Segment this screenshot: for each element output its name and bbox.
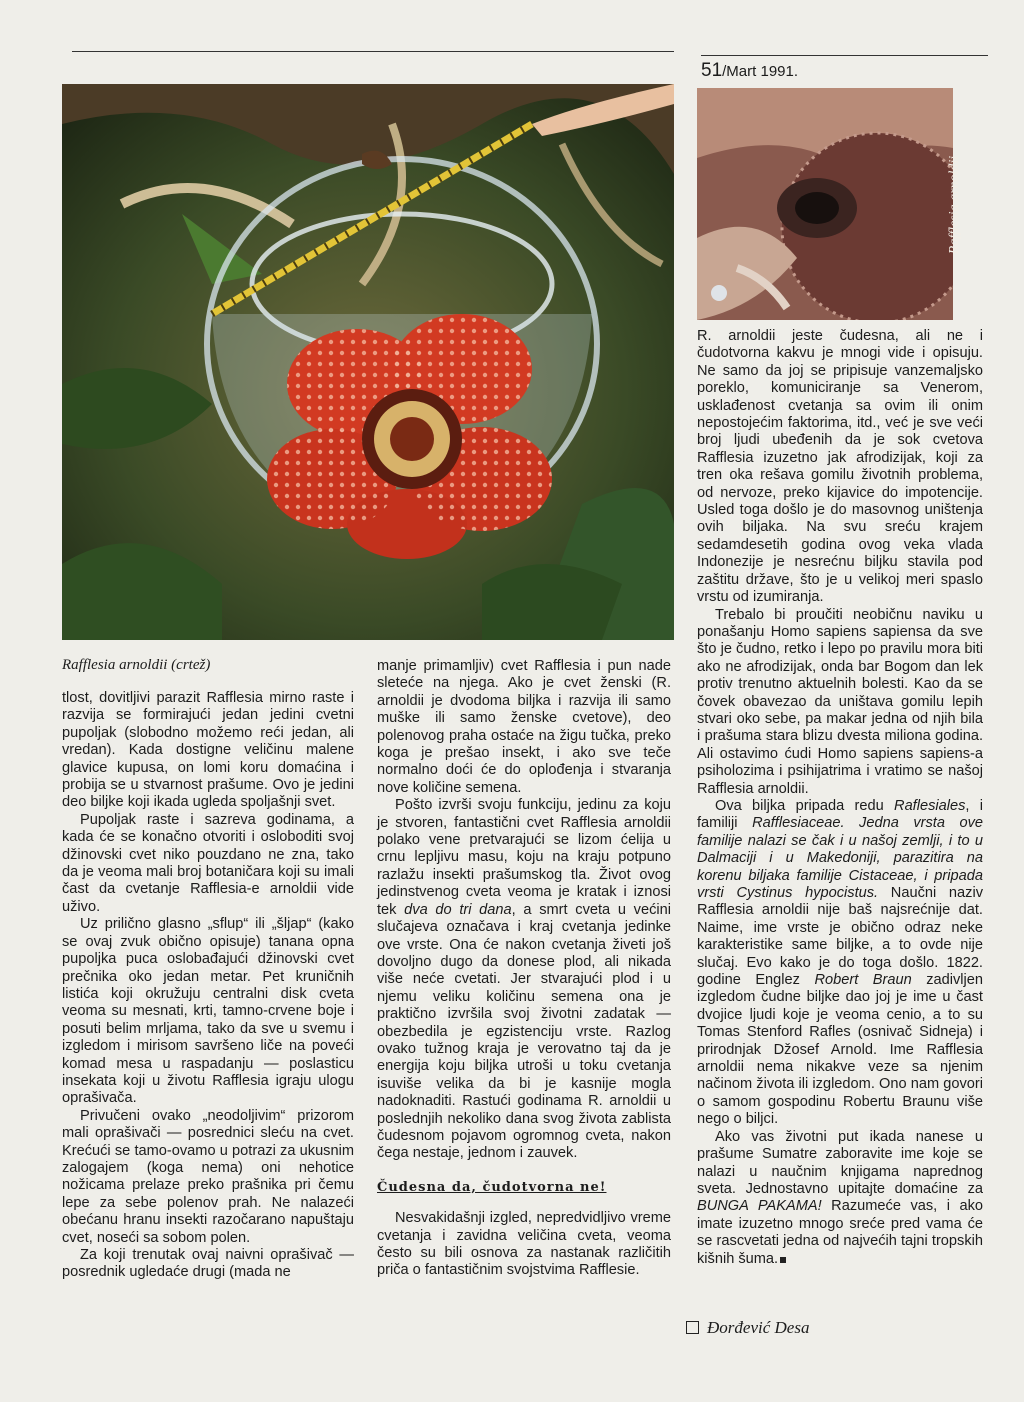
- col1-paragraph-2: Pupoljak raste i sazreva godinama, a kada će se konačno otvoriti i osloboditi svoj džinovski cvet niko pouzdano ne zna, tako da je veoma mali broj botaničara koji su imali čast da cvetanje Rafflesia-e arnoldii vide uživo.: [62, 811, 354, 915]
- main-illustration-caption: Rafflesia arnoldii (crtež): [62, 657, 211, 673]
- byline-box-icon: [686, 1321, 699, 1334]
- col2-paragraph-3: Nesvakidašnji izgled, nepredvidljivo vreme cvetanja i zavidna veličina cveta, veoma često su bili osnova za nastanak različitih priča o fantastičnim svojstvima Rafflesie.: [377, 1210, 671, 1279]
- col3-p3-text-d: zadivljen izgledom čudne biljke dao joj je ime u čast dvojice ljudi koje je veoma cenio, a to su Tomas Stenford Rafles (osnivač Sidneja) i prirodnjak Džosef Arnold. Ime Rafflesia arnoldii nema nikakve veze sa njenim načinom života ili izgledom. Ono nam govori o samom gospodinu Robertu Braunu više nego o biljci.: [697, 972, 983, 1128]
- col3-p3-emphasis-1: Raflesiales: [894, 797, 966, 814]
- article-column-1: [62, 690, 354, 1282]
- small-photo-side-label: Rafflesia arnoldii: [947, 155, 962, 255]
- col3-paragraph-2: Trebalo bi proučiti neobičnu naviku u ponašanju Homo sapiens sapiensa da sve što je čudno, retko i lepo po pravilu mora biti ako ne afrodizijak, onda bar Bogom dan lek protiv trenutno aktuelnih bolesti. Kao da se čovek obavezao da uništava gomilu lepih stvari oko sebe, pa makar jedna od njih bila i prašuma stara blizu dvesta miliona godina. Ali ostavimo ćudi Homo sapiens sapiens-a psiholozima i psihijatrima i vratimo se našoj Rafflesia arnoldii.: [697, 606, 983, 797]
- col1-paragraph-5: Za koji trenutak ovaj naivni oprašivač — posrednik ugledaće drugi (mada ne: [62, 1247, 354, 1281]
- col3-p3-text-c: Naučni naziv Rafflesia arnoldii nije baš najsrećnije dat. Naime, ime vrste je obično odraz neke karakteristike same biljke, a to ovde nije slučaj. Evo kako je do toga došlo. 1822. godine Englez: [697, 885, 983, 989]
- col1-paragraph-1: tlost, dovitljivi parazit Rafflesia mirno raste i razvija se formirajući jedan jedini cvetni pupoljak (slobodno možemo reći jedan, ali vredan). Kada dostigne veličinu malene glavice kupusa, on lomi koru domaćina i probija se u stvarnost prašume. Ovo je jedini deo biljke koji ikada ugleda spoljašnji svet.: [62, 690, 354, 811]
- col3-paragraph-1: R. arnoldii jeste čudesna, ali ne i čudotvorna kakvu je mnogi vide i opisuju. Ne samo da joj se pripisuje vanzemaljsko poreklo, komuniciranje sa Venerom, usklađenost cvetanja sa ovim ili onim nepostojećim faktorima, itd., već je sve veći broj ljudi ubeđenih da je sok cvetova Rafflesia izuzetno jak afrodizijak, koji za tren oka rešava gomilu životnih problema, od nervoze, preko kijavice do impotencije. Usled toga došlo je do masovnog uništenja ovih biljaka. Na svu sreću krajem sedamdesetih godina ovog veka vlada Indonezije je nesrećnu biljku stavila pod zaštitu države, što je u velikoj meri spaslo vrstu od izumiranja.: [697, 328, 983, 606]
- main-illustration: [62, 84, 674, 640]
- col2-p2-emphasis: dva do tri dana: [404, 901, 512, 918]
- article-column-3: [697, 328, 983, 1268]
- col3-p4-text-a: Ako vas životni put ikada nanese u prašume Sumatre zaboravite ime koje se nalazi u naučnim knjigama naprednog sveta. Jednostavno upitajte domaćine za: [697, 1128, 983, 1197]
- page-number: 51: [701, 60, 723, 81]
- col3-p4-text-b: Razumeće vas, i ako imate izuzetno mnogo sreće pred vama će se rascvetati jedna od najvećih tajni tropskih kišnih šuma.: [697, 1198, 983, 1267]
- header-rule-right: [701, 55, 988, 56]
- col1-paragraph-4: Privučeni ovako „neodoljivim“ prizorom mali oprašivači — posrednici sleću na cvet. Krećući se tamo-ovamo u potrazi za ukusnim zalogajem (koga nema) oni nehotice nožicama prelaze preko prašnika pri čemu lepe za sebe polenov prah. Ne nalazeći obećanu hranu insekti razočarano napuštaju cvet, noseći sa sobom polen.: [62, 1107, 354, 1246]
- col3-p3-emphasis-2: Rafflesiaceae. Jedna vrsta ove familije nalazi se čak i u našoj zemlji, i to u Dalmaciji i u Makedoniji, parazitira na korenu biljaka familije Cistaceae, i pripada vrsti Cystinus hypocistus.: [697, 815, 984, 901]
- author-byline: [686, 1318, 809, 1338]
- col3-paragraph-4: [697, 1129, 983, 1268]
- rafflesia-flower: [267, 314, 552, 559]
- col3-p3-text-a: Ova biljka pripada redu: [715, 797, 895, 814]
- section-subheading: Čudesna da, čudotvorna ne!: [377, 1179, 607, 1195]
- small-photo: [697, 88, 953, 320]
- author-name: Đorđević Desa: [707, 1318, 810, 1337]
- col2-p2-text-a: Pošto izvrši svoju funkciju, jedinu za koju je stvoren, fantastični cvet Rafflesia arnoldii polako vene pretvarajući se lizom ćelija u crnu lepljivu masu, koju na kraju potpuno razlažu insekti prašumskog tla. Život ovog jedinstvenog cveta veoma je kratak i iznosi tek: [377, 797, 671, 918]
- col3-paragraph-3: [697, 798, 983, 1129]
- rafflesia-drawing: [62, 84, 674, 640]
- col2-paragraph-1: manje primamljiv) cvet Rafflesia i pun nade sleteće na njega. Ako je cvet ženski (R. arnoldii je dvodoma biljka i razvija ili samo muške ili samo ženske cvetove), deo polenovog praha ostaće na žigu tučka, preko koga je prešao insekt, i ako sve teče normalno doći će do oplođenja i stvaranja nove količine semena.: [377, 658, 671, 796]
- col3-p3-text-b: , i familiji: [697, 797, 983, 832]
- page-header: [701, 60, 798, 82]
- issue-date: /Mart 1991.: [722, 63, 799, 80]
- col1-paragraph-3: Uz prilično glasno „sflup“ ili „šljap“ (kako se ovaj zvuk obično opisuje) tanana opna pupoljka puca oslobađajući džinovski cvet prečnika oko jedan metar. Pet kruničnih listića koji okružuju centralni disk cveta veoma su mesnati, krti, tamno-crvene boje i posuti belim mrljama, tako da sve u svemu i izgledom i mirisom savršeno liče na poveći komad mesa u raspadanju — poslasticu insekata koji u životu Rafflesia igraju ulogu oprašivača.: [62, 916, 354, 1107]
- article-column-2: [377, 658, 671, 1280]
- col2-paragraph-2: [377, 797, 671, 1163]
- col2-p2-text-b: , a smrt cveta u većini slučajeva označava i kraj cvetanja jedinke ove vrste. Ona će nakon cvetanja živeti još dovoljno dugo da donese plod, ali nikada više neće cvetati. Jer stvarajući plod i u njemu veliku količinu semena ona je praktično izvršila svoj životni zadatak — obezbedila je egzistenciju vrste. Razlog ovako tužnog kraja je verovatno taj da je energija koju biljka utroši u toku cvetanja isuviše velika da bi je kasnije mogla nadoknaditi. Rastući godinama R. arnoldii u poslednjih nekoliko dana svog života zablista čudesnom pojavom ogromnog cveta, nakon čega nestaje, jednom i zauvek.: [377, 901, 671, 1162]
- header-rule-left: [72, 51, 674, 52]
- col3-p3-emphasis-3: Robert Braun: [814, 972, 912, 989]
- end-mark-icon: [780, 1257, 786, 1263]
- col3-p4-emphasis: BUNGA PAKAMA!: [697, 1198, 822, 1215]
